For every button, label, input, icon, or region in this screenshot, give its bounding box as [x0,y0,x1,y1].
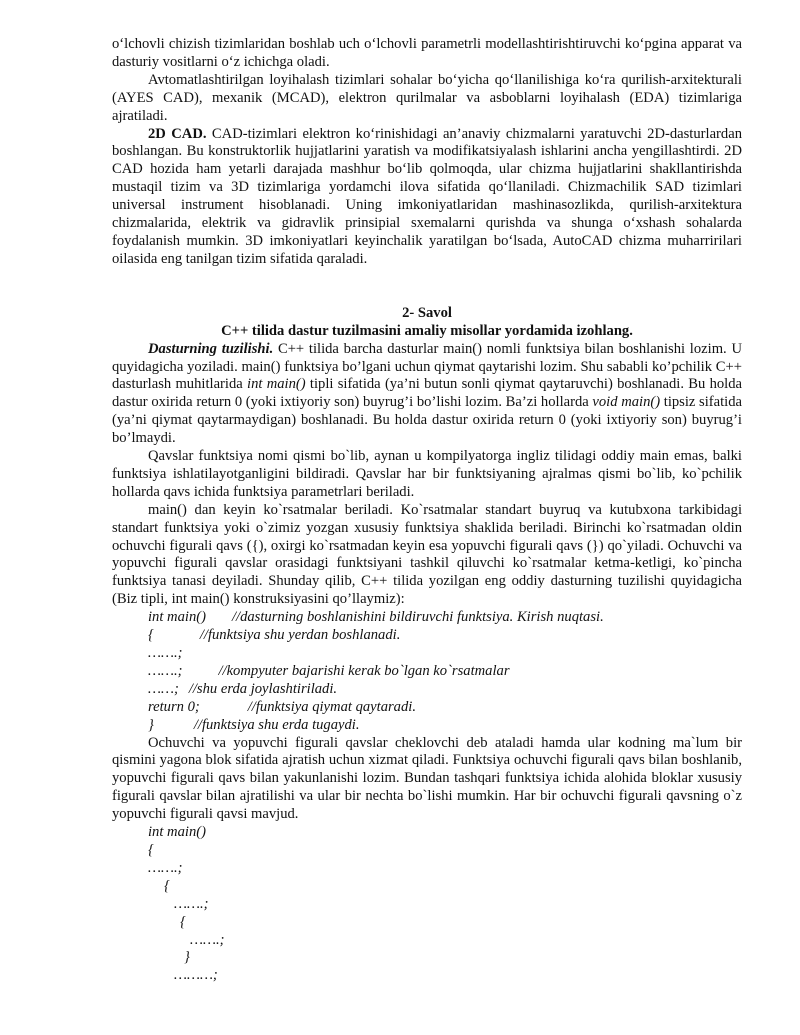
code-text: } [148,716,154,733]
paragraph-lead-structure: Dasturning tuzilishi. [148,340,274,357]
paragraph-program-structure [112,341,742,448]
code-line: …….; [148,859,183,876]
section-number: 2- Savol [402,304,452,321]
code-comment: //shu erda joylashtiriladi. [188,680,338,697]
code-text: { [148,627,154,644]
code-line [112,627,742,645]
code-comment: //dasturning boshlanishini bildiruvchi funktsiya. Kirish nuqtasi. [231,609,604,626]
code-line: { [180,913,186,930]
code-line [112,717,742,735]
code-line: …….; [190,931,225,948]
code-text: ……; [148,680,179,697]
code-line: …….; [174,895,209,912]
code-line: …….; [148,645,183,661]
code-example-1 [112,609,742,734]
code-line: ………; [174,967,218,984]
code-line [112,681,742,699]
paragraph-parentheses: Qavslar funktsiya nomi qismi bo`lib, aynan u kompilyatorga ingliz tilidagi oddiy main emas, balki funktsiya ishlatilayotganligini bildiradi. Qavslar har bir funktsiyaning ajralmas qismi bo`lib, ko`pchilik hollarda qavs ichida funktsiya parametrlari beriladi. [112,448,742,500]
paragraph-2d-cad [112,126,742,269]
code-line [112,663,742,681]
inline-code-int-main: int main() [247,376,306,393]
paragraph-cad-types: Avtomatlashtirilgan loyihalash tizimlari sohalar bo‘yicha qo‘llanilishiga ko‘ra qurilish-arxitekturali (AYES CAD), mexanik (MCAD), elektron qurilmalar va asboblarni loyihalash (EDA) tizimlariga ajratiladi. [112,71,742,124]
code-line: { [148,841,154,858]
paragraph-cad-intro-end: o‘lchovli chizish tizimlaridan boshlab uch o‘lchovli parametrli modellashtirishtiruvchi ko‘pgina apparat va dasturiy vositlarni o‘z ichichga oladi. [112,36,742,70]
section-spacer [112,269,742,305]
code-text: …….; [148,662,183,679]
code-line: { [164,877,170,894]
code-comment: //funktsiya shu erda tugaydi. [193,716,360,733]
code-comment: //funktsiya qiymat qaytaradi. [247,698,416,715]
inline-code-void-main: void main() [592,394,661,411]
paragraph-text-part: tipsiz sifatida (ya’ni qiymat qaytarmaydigan) boshlanadi. Bu holda dastur oxirida return 0 (yoki ixtiyoriy son) buyrug’i bo’lmaydi. [112,394,742,447]
code-line [112,609,742,627]
code-comment: //funktsiya shu yerdan boshlanadi. [199,627,401,644]
code-text: return 0; [148,698,200,715]
code-example-2 [112,824,742,985]
document-page [112,36,742,985]
paragraph-text-part: C++ tilida barcha dasturlar main() nomli funktsiya bilan boshlanishi lozim. U quyidagicha yoziladi. main() funktsiya bo’lgani uchun qiymat qaytarishi lozim. Shu sababli ko’pchilik C++ dasturlash muhitlarida [112,340,742,393]
paragraph-text-part: tipli sifatida (ya’ni butun sonli qiymat qaytaruvchi) boshlanadi. Bu holda dastur oxirida return 0 (yoki ixtiyoriy son) buyrug’i bo’lishi lozim. Ba’zi hollarda [112,376,743,411]
paragraph-instructions: main() dan keyin ko`rsatmalar beriladi. Ko`rsatmalar standart buyruq va kutubxona tarkibidagi standart funktsiya yoki o`zimiz yozgan xususiy funktsiya shaklida beriladi. Birinchi ko`rsatmadan oldin ochuvchi figurali qavs ({), oxirgi ko`rsatmadan keyin esa yopuvchi figurali qavs (}) qo`yiladi. Ochuvchi va yopuvchi figurali qavslar orasidagi funktsiyani tashkil qiluvchi ko`rsatmalar ketma-ketligi, ko`pincha funktsiya tanasi deyiladi. Shunday qilib, C++ tilida yozilgan eng oddiy dasturning tuzilishi quyidagicha (Biz tipli, int main() konstruksiyasini qo’llaymiz): [112,501,742,608]
section-title: C++ tilida dastur tuzilmasini amaliy misollar yordamida izohlang. [221,322,633,339]
code-text: int main() [148,609,206,626]
code-line [112,699,742,717]
code-comment: //kompyuter bajarishi kerak bo`lgan ko`rsatmalar [218,662,510,679]
code-line: int main() [148,824,206,841]
paragraph-braces: Ochuvchi va yopuvchi figurali qavslar cheklovchi deb ataladi hamda ular kodning ma`lum bir qismini yagona blok sifatida ajratish uchun xizmat qiladi. Funktsiya ochuvchi figurali qavs bilan boshlanib, yopuvchi figurali qavs bilan yakunlanishi lozim. Bundan tashqari funktsiya ichida alohida bloklar xususiy figurali qavslar bilan ajratilishi va ular bir nechta bo`lishi mumkin. Har bir ochuvchi figurali qavsning o`z yopuvchi figurali qavsi mavjud. [112,734,742,823]
paragraph-2d-cad-text: CAD-tizimlari elektron ko‘rinishidagi an’anaviy chizmalarni yaratuvchi 2D-dasturlardan boshlangan. Bu konstruktorlik hujjatlarini yaratish va modifikatsiyalash ishlarini ancha yengillashtirdi. 2D CAD hozida ham yetarli darajada mashhur bo‘lib qolmoqda, ular chizma hujjatlarini shakllantirishda mustaqil tizim va 3D tizimlariga yordamchi ilova sifatida qo‘llaniladi. Chizmachilik SAD tizimlari universal instrument hisoblanadi. Uning imkoniyatlaridan mashinasozlikda, qurilish-arxitektura chizmalarida, elektrik va gidravlik prinsipial sxemalarni qurishda va shunga o‘xshash sohalarda foydalanish mumkin. 3D imkoniyatlari keyinchalik yaratilgan bo‘lsada, AutoCAD chizma muharririlari oilasida eng tanilgan tizim sifatida qaraladi. [112,125,742,267]
paragraph-lead-2d-cad: 2D CAD. [148,125,207,142]
code-line: } [184,949,190,966]
